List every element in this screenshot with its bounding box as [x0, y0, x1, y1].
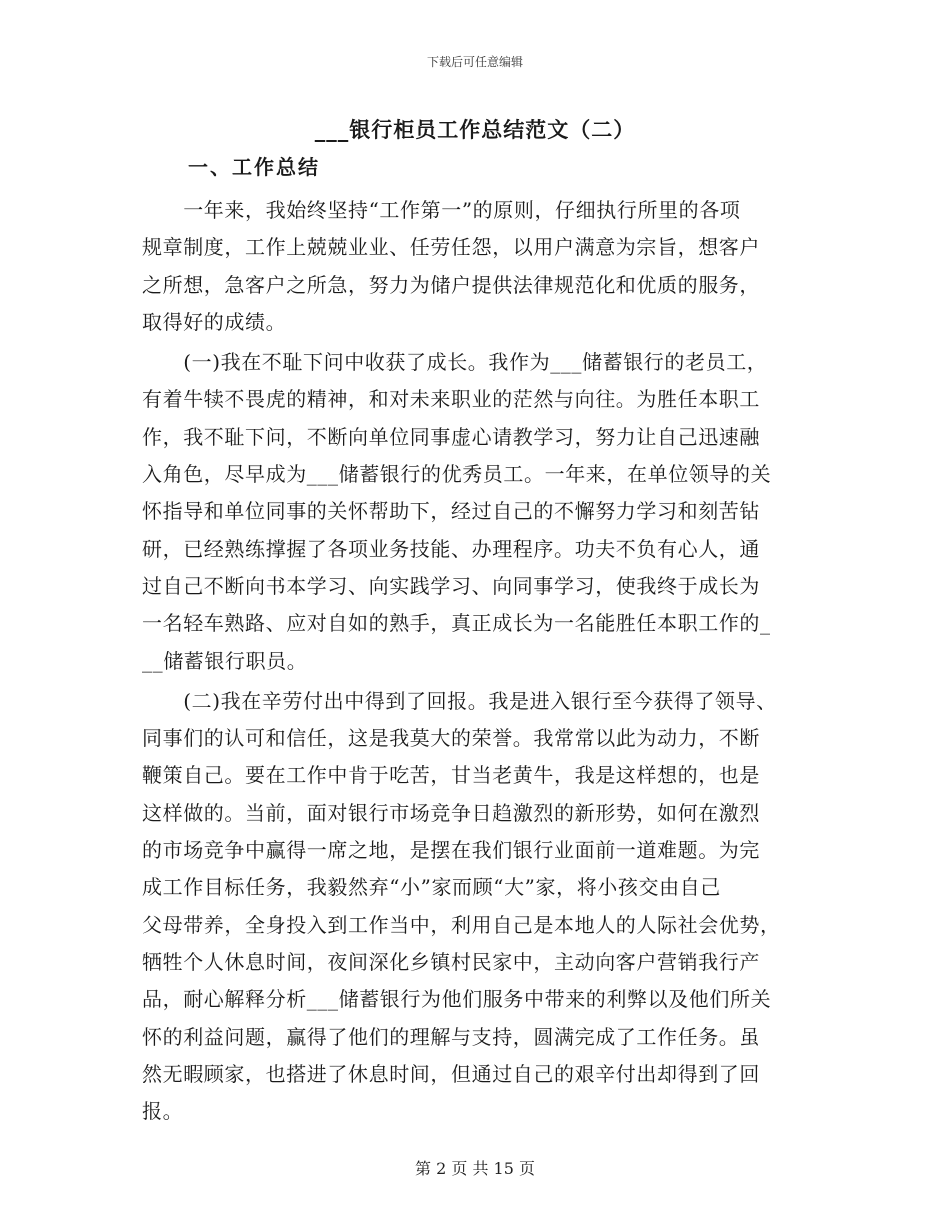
text-line: 之所想，急客户之所急，努力为储户提供法律规范化和优质的服务，: [142, 272, 760, 297]
text-line: 一名轻车熟路、应对自如的熟手，真正成长为一名能胜任本职工作的_: [142, 611, 771, 636]
text-line: 然无暇顾家，也搭进了休息时间，但通过自己的艰辛付出却得到了回: [142, 1061, 760, 1086]
text-line: 一年来，我始终坚持“工作第一”的原则，仔细执行所里的各项: [142, 198, 741, 222]
text-line: 同事们的认可和信任，这是我莫大的荣誉。我常常以此为动力，不断: [142, 726, 760, 751]
text-line: 父母带养，全身投入到工作当中，利用自己是本地人的人际社会优势，: [142, 912, 781, 937]
text-line: 作，我不耻下问，不断向单位同事虚心请教学习，努力让自己迅速融: [142, 424, 760, 449]
document-title: ___银行柜员工作总结范文（二）: [314, 118, 636, 142]
text-line: 的市场竞争中赢得一席之地，是摆在我们银行业面前一道难题。为完: [142, 838, 760, 863]
text-line: 牺牲个人休息时间，夜间深化乡镇村民家中，主动向客户营销我行产: [142, 949, 760, 974]
text-line: 研，已经熟练撑握了各项业务技能、办理程序。功夫不负有心人，通: [142, 536, 760, 561]
text-line: (一)我在不耻下问中收获了成长。我作为___储蓄银行的老员工，: [142, 350, 768, 375]
text-line: 怀的利益问题，赢得了他们的理解与支持，圆满完成了工作任务。虽: [142, 1024, 760, 1049]
body-text: [142, 192, 822, 1130]
text-line: 品，耐心解释分析___储蓄银行为他们服务中带来的利弊以及他们所关: [142, 987, 772, 1012]
header-note: 下载后可任意编辑: [426, 55, 523, 69]
text-line: 成工作目标任务，我毅然弃“小”家而顾“大”家，将小孩交由自己: [142, 875, 721, 900]
text-line: 过自己不断向书本学习、向实践学习、向同事学习，使我终于成长为: [142, 573, 760, 598]
text-line: (二)我在辛劳付出中得到了回报。我是进入银行至今获得了领导、: [142, 688, 777, 713]
section-heading: 一、工作总结: [188, 155, 320, 179]
page-footer: 第 2 页 共 15 页: [415, 1159, 535, 1178]
text-line: 鞭策自己。要在工作中肯于吃苦，甘当老黄牛，我是这样想的，也是: [142, 763, 760, 788]
text-line: 入角色，尽早成为___储蓄银行的优秀员工。一年来，在单位领导的关: [142, 462, 772, 487]
text-line: 有着牛犊不畏虎的精神，和对未来职业的茫然与向往。为胜任本职工: [142, 387, 760, 412]
text-line: 规章制度，工作上兢兢业业、任劳任怨，以用户满意为宗旨，想客户: [142, 235, 760, 260]
text-line: 怀指导和单位同事的关怀帮助下，经过自己的不懈努力学习和刻苦钻: [142, 499, 760, 524]
text-line: 报。: [142, 1099, 184, 1124]
text-line: 取得好的成绩。: [142, 309, 287, 334]
text-line: 这样做的。当前，面对银行市场竞争日趋激烈的新形势，如何在激烈: [142, 800, 760, 825]
text-line: __储蓄银行职员。: [142, 648, 308, 673]
